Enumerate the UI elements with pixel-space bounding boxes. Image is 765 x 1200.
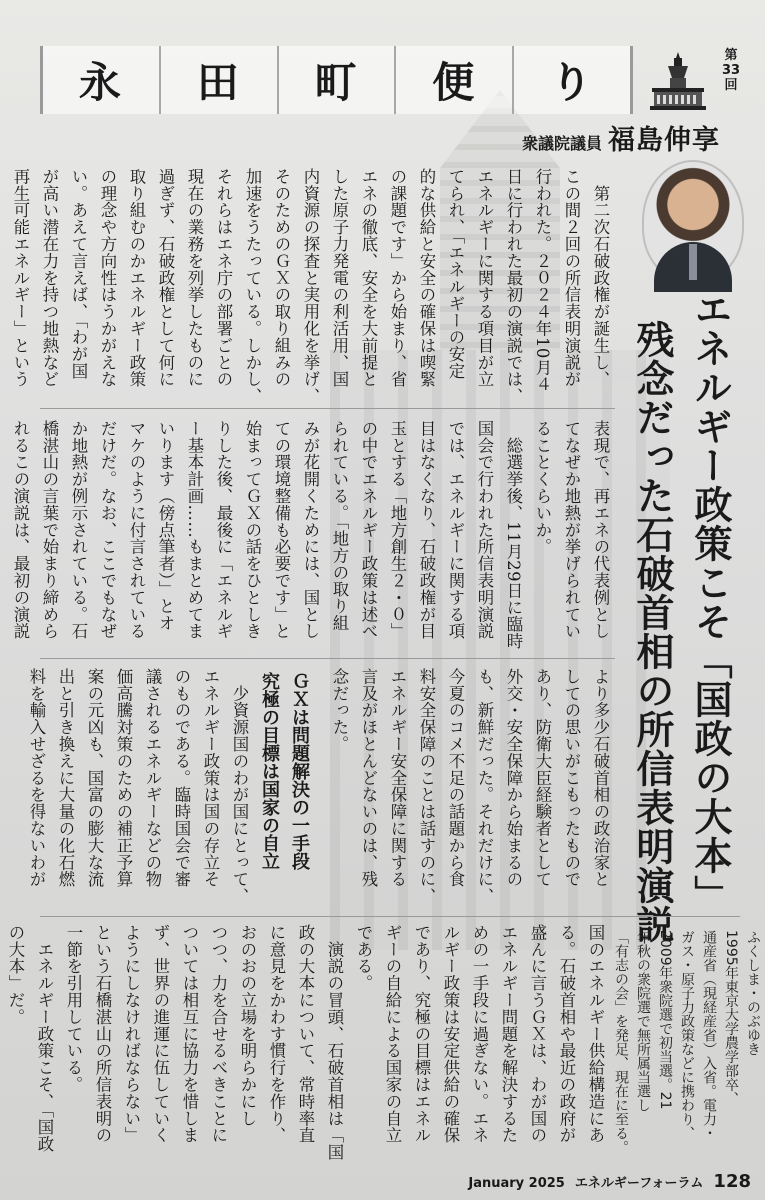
column-rule	[40, 658, 615, 659]
body-text-tier2: 表現で、再エネの代表例とし てなぜか地熱が挙げられてい ることくらいか。 総選挙後、11月29日に臨時 国会で行われた所信表明演説 では、エネルギーに関する項 目はなくなり、石破政権が目 玉とする「地方創生２・０」 の中でエネルギー政策は述べ られている。「地方の取り組 みが花開くためには、国とし ての環境整備も必要です」と 始まってＧＸの話をひとしき りした後、最後に「エネルギ ー基本計画……もまとめてま いります（傍点筆者）」とオ マケのように付言されている だけだ。なお、ここでもなぜ か地熱が例示されている。石 橋湛山の言葉で始まり締めら れるこの演説は、最初の演説	[11, 420, 610, 650]
column-rule	[40, 408, 615, 409]
page-footer	[468, 1171, 751, 1192]
magazine-name: エネルギーフォーラム	[574, 1176, 704, 1191]
author-photo	[642, 160, 744, 282]
diet-building-icon	[650, 50, 706, 112]
section-subhead: ＧＸは問題解決の一手段 究極の目標は国家の自立	[259, 672, 310, 870]
column-header	[40, 40, 741, 122]
column-rule	[40, 916, 740, 917]
headline-line1: エネルギー政策こそ「国政の大本」	[688, 290, 732, 914]
issue-number: 第33回	[721, 48, 741, 93]
body-text-tier1: 第二次石破政権が誕生し、 この間２回の所信表明演説が 行われた。２０２４年10月４ 日に行われた最初の演説では、 エネルギーに関する項目が立 てられ、「エネルギーの安定 的な供給と安全の確保は喫緊 の課題です」から始まり、省 エネの徹底、安全を大前提と した原子力発電の利活用、国 内資源の探査と実用化を挙げ、 そのためのＧＸの取り組みの 加速をうたっている。しかし、 それらはエネ庁の部署ごとの 現在の業務を列挙したものに 過ぎず、石破政権として何に 取り組むのかエネルギー政策 の理念や方向性はうかがえな い。あえて言えば、「わが国 が高い潜在力を持つ地熱など 再生可能エネルギー」という	[11, 168, 610, 405]
title-char: 便	[396, 46, 514, 114]
author-byline	[522, 118, 720, 157]
body-text-tier3-left: 少資源国のわが国にとって、 エネルギー政策は国の存立そ のものである。臨時国会で審 議されるエネルギーなどの物 価高騰対策のための補正予算 案の元凶も、国富の膨大な流 出と引き換えに大量の化石燃 料を輸入せざるを得ないわが	[27, 668, 249, 905]
author-bio: ふくしま・のぶゆき 1995年東京大学農学部卒、 通産省（現経産省）入省。電力・ ガス・原子力政策などに携わり、 2009年衆院選で初当選。21 年秋の衆院選で無所属当選し 「有志の会」を発足、現在に至る。	[613, 930, 761, 1154]
issue-date: January 2025	[468, 1176, 565, 1191]
body-text-tier4: 国のエネルギー供給構造にあ る。石破首相や最近の政府が 盛んに言うＧＸは、わが国の エネルギー問題を解決するた めの一手段に過ぎない。エネ ルギー政策は安定供給の確保 であり、究極の目標はエネル ギーの自給による国家の自立 である。 演説の冒頭、石破首相は「国 政の大本について、常時率直 に意見をかわす慣行を作り、 おのおの立場を明らかにし つつ、力を合せるべきことに ついては相互に協力を惜しま ず、世界の進運に伍していく ようにしなければならない」 という石橋湛山の所信表明の 一節を引用している。 エネルギー政策こそ、「国政 の大本」だ。	[6, 924, 605, 1161]
author-role: 衆議院議員	[521, 134, 602, 153]
title-char: 町	[279, 46, 397, 114]
title-char: 永	[43, 46, 161, 114]
tie-shape	[689, 244, 697, 280]
title-char: り	[514, 46, 633, 114]
body-text-tier3-right: より多少石破首相の政治家と しての思いがこもったもので あり、防衛大臣経験者として 外交・安全保障から始まるの も、新鮮だった。それだけに、 今夏のコメ不足の話題から食 料安全保障のことは話すのに、 エネルギー安全保障に関する 言及がほとんどないのは、残 念だった。	[330, 668, 610, 905]
title-char: 田	[161, 46, 279, 114]
author-name: 福島伸享	[608, 125, 720, 156]
column-title	[40, 46, 633, 114]
headline-line2: 残念だった石破首相の所信表明演説	[630, 320, 674, 944]
page-number: 128	[713, 1171, 751, 1192]
